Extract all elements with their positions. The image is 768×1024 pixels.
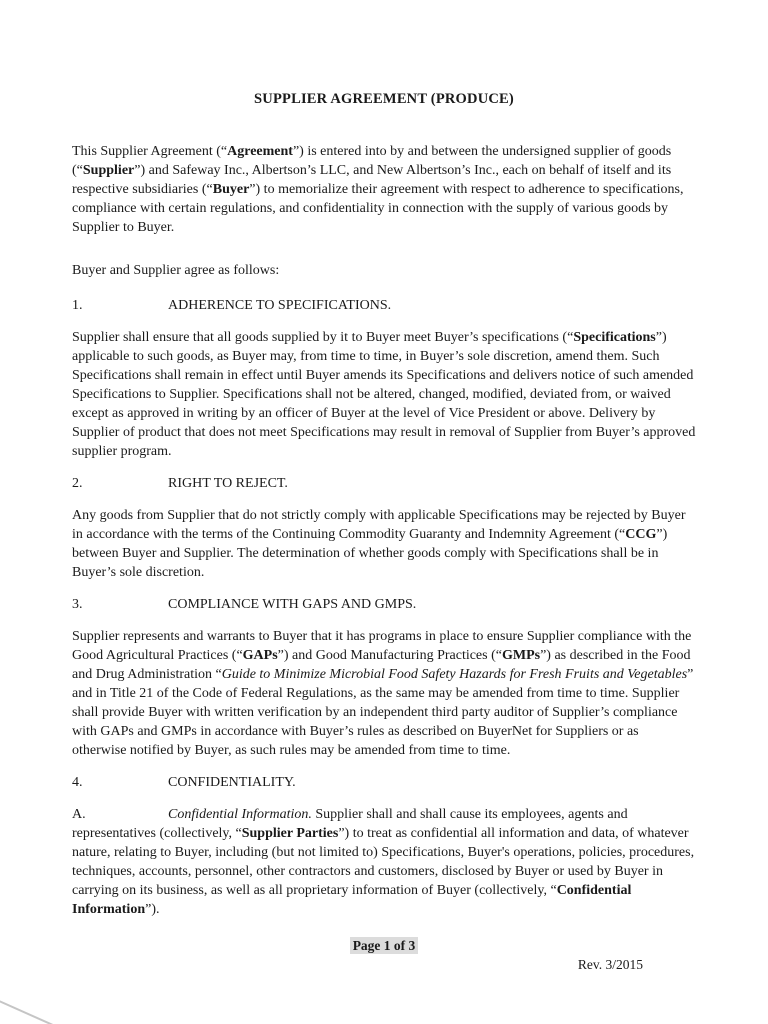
text-run: Confidential Information (72, 883, 632, 917)
section-4-heading (72, 773, 696, 792)
text-run: Any goods from Supplier that do not strictly comply with applicable Specifications may be rejected by Buyer in accordance with the terms of the Continuing Commodity Guaranty and Indemnity Agreement (“ (72, 508, 686, 542)
text-run: Agreement (227, 144, 293, 159)
text-run: Supplier Parties (241, 826, 339, 841)
text-run: CCG (625, 527, 657, 542)
text-run: Buyer (212, 182, 250, 197)
section-2-heading (72, 474, 696, 493)
section-3-body (72, 627, 696, 760)
text-run: GMPs (501, 648, 541, 663)
section-1-body (72, 328, 696, 461)
text-run: Confidential Information. (168, 807, 312, 822)
text-run: GAPs (242, 648, 278, 663)
section-2-body (72, 506, 696, 582)
section-1-number: 1. (72, 298, 83, 313)
revision-label: Rev. 3/2015 (577, 957, 643, 972)
text-run: Supplier shall and shall cause its employees, agents and representatives (collectively, “ (72, 807, 628, 841)
text-run: ”) and Good Manufacturing Practices (“ (277, 648, 502, 663)
section-2-title: RIGHT TO REJECT. (168, 476, 288, 491)
scan-artifact-line (0, 996, 74, 1024)
text-run: ”) and Safeway Inc., Albertson’s LLC, and New Albertson’s Inc., each on behalf of itself and its respective subsidiaries (“ (72, 163, 672, 197)
clause-a-letter: A. (72, 807, 86, 822)
text-run: ”) as described in the Food and Drug Administration “ (72, 648, 691, 682)
text-run: This Supplier Agreement (“ (72, 144, 228, 159)
clause-a-text (72, 807, 694, 917)
section-1-heading (72, 296, 696, 315)
section-3-title: COMPLIANCE WITH GAPS AND GMPS. (168, 597, 417, 612)
text-run: ”) to memorialize their agreement with respect to adherence to specifications, compliance with certain regulations, and confidentiality in connection with the supply of various goods by Supplier to Buyer. (72, 182, 684, 235)
intro-paragraph (72, 142, 696, 237)
page-number (0, 938, 768, 954)
agreement-lead-in: Buyer and Supplier agree as follows: (72, 263, 280, 278)
text-run: ” and in Title 21 of the Code of Federal Regulations, as the same may be amended from time to time. Supplier shall provide Buyer with written verification by an independent third party auditor of Supplier’s compliance with GAPs and GMPs in accordance with Buyer’s rules as described on BuyerNet for Suppliers or as otherwise notified by Buyer, as such rules may be amended from time to time. (72, 667, 694, 758)
text-run: Supplier shall ensure that all goods supplied by it to Buyer meet Buyer’s specifications (“ (72, 330, 574, 345)
text-run: ”). (145, 902, 160, 917)
text-run: ”) applicable to such goods, as Buyer may, from time to time, in Buyer’s sole discretion, amend them. Such Specifications shall remain in effect until Buyer amends its Specifications and delivers notice of such amended Specifications to Supplier. Specifications shall not be altered, changed, modified, deviated from, or waived except as approved in writing by an officer of Buyer at the level of Vice President or above. Delivery by Supplier of product that does not meet Specifications may result in removal of Supplier from Buyer’s approved supplier program. (72, 330, 696, 459)
section-1-title: ADHERENCE TO SPECIFICATIONS. (168, 298, 392, 313)
section-4-title: CONFIDENTIALITY. (168, 775, 296, 790)
text-run: ”) between Buyer and Supplier. The determination of whether goods comply with Specifications shall be in Buyer’s sole discretion. (72, 527, 668, 580)
document-title: SUPPLIER AGREEMENT (PRODUCE) (254, 91, 514, 107)
section-3-number: 3. (72, 597, 83, 612)
text-run: Specifications (573, 330, 656, 345)
text-run: Guide to Minimize Microbial Food Safety Hazards for Fresh Fruits and Vegetables (221, 667, 688, 682)
text-run: Supplier represents and warrants to Buyer that it has programs in place to ensure Supplier compliance with the Good Agricultural Practices (“ (72, 629, 692, 663)
text-run: ”) is entered into by and between the undersigned supplier of goods (“ (72, 144, 672, 178)
section-3-heading (72, 595, 696, 614)
text-run: Supplier (82, 163, 135, 178)
section-2-number: 2. (72, 476, 83, 491)
clause-a-paragraph (72, 805, 696, 919)
text-run: ”) to treat as confidential all information and data, of whatever nature, relating to Buyer, including (but not limited to) Specifications, Buyer's operations, policies, procedures, techniques, accounts, personnel, other contractors and customers, disclosed by Buyer or used by Buyer in carrying on its business, as well as all proprietary information of Buyer (collectively, “ (72, 826, 695, 898)
section-4-number: 4. (72, 775, 83, 790)
page-number-text: Page 1 of 3 (350, 937, 419, 954)
